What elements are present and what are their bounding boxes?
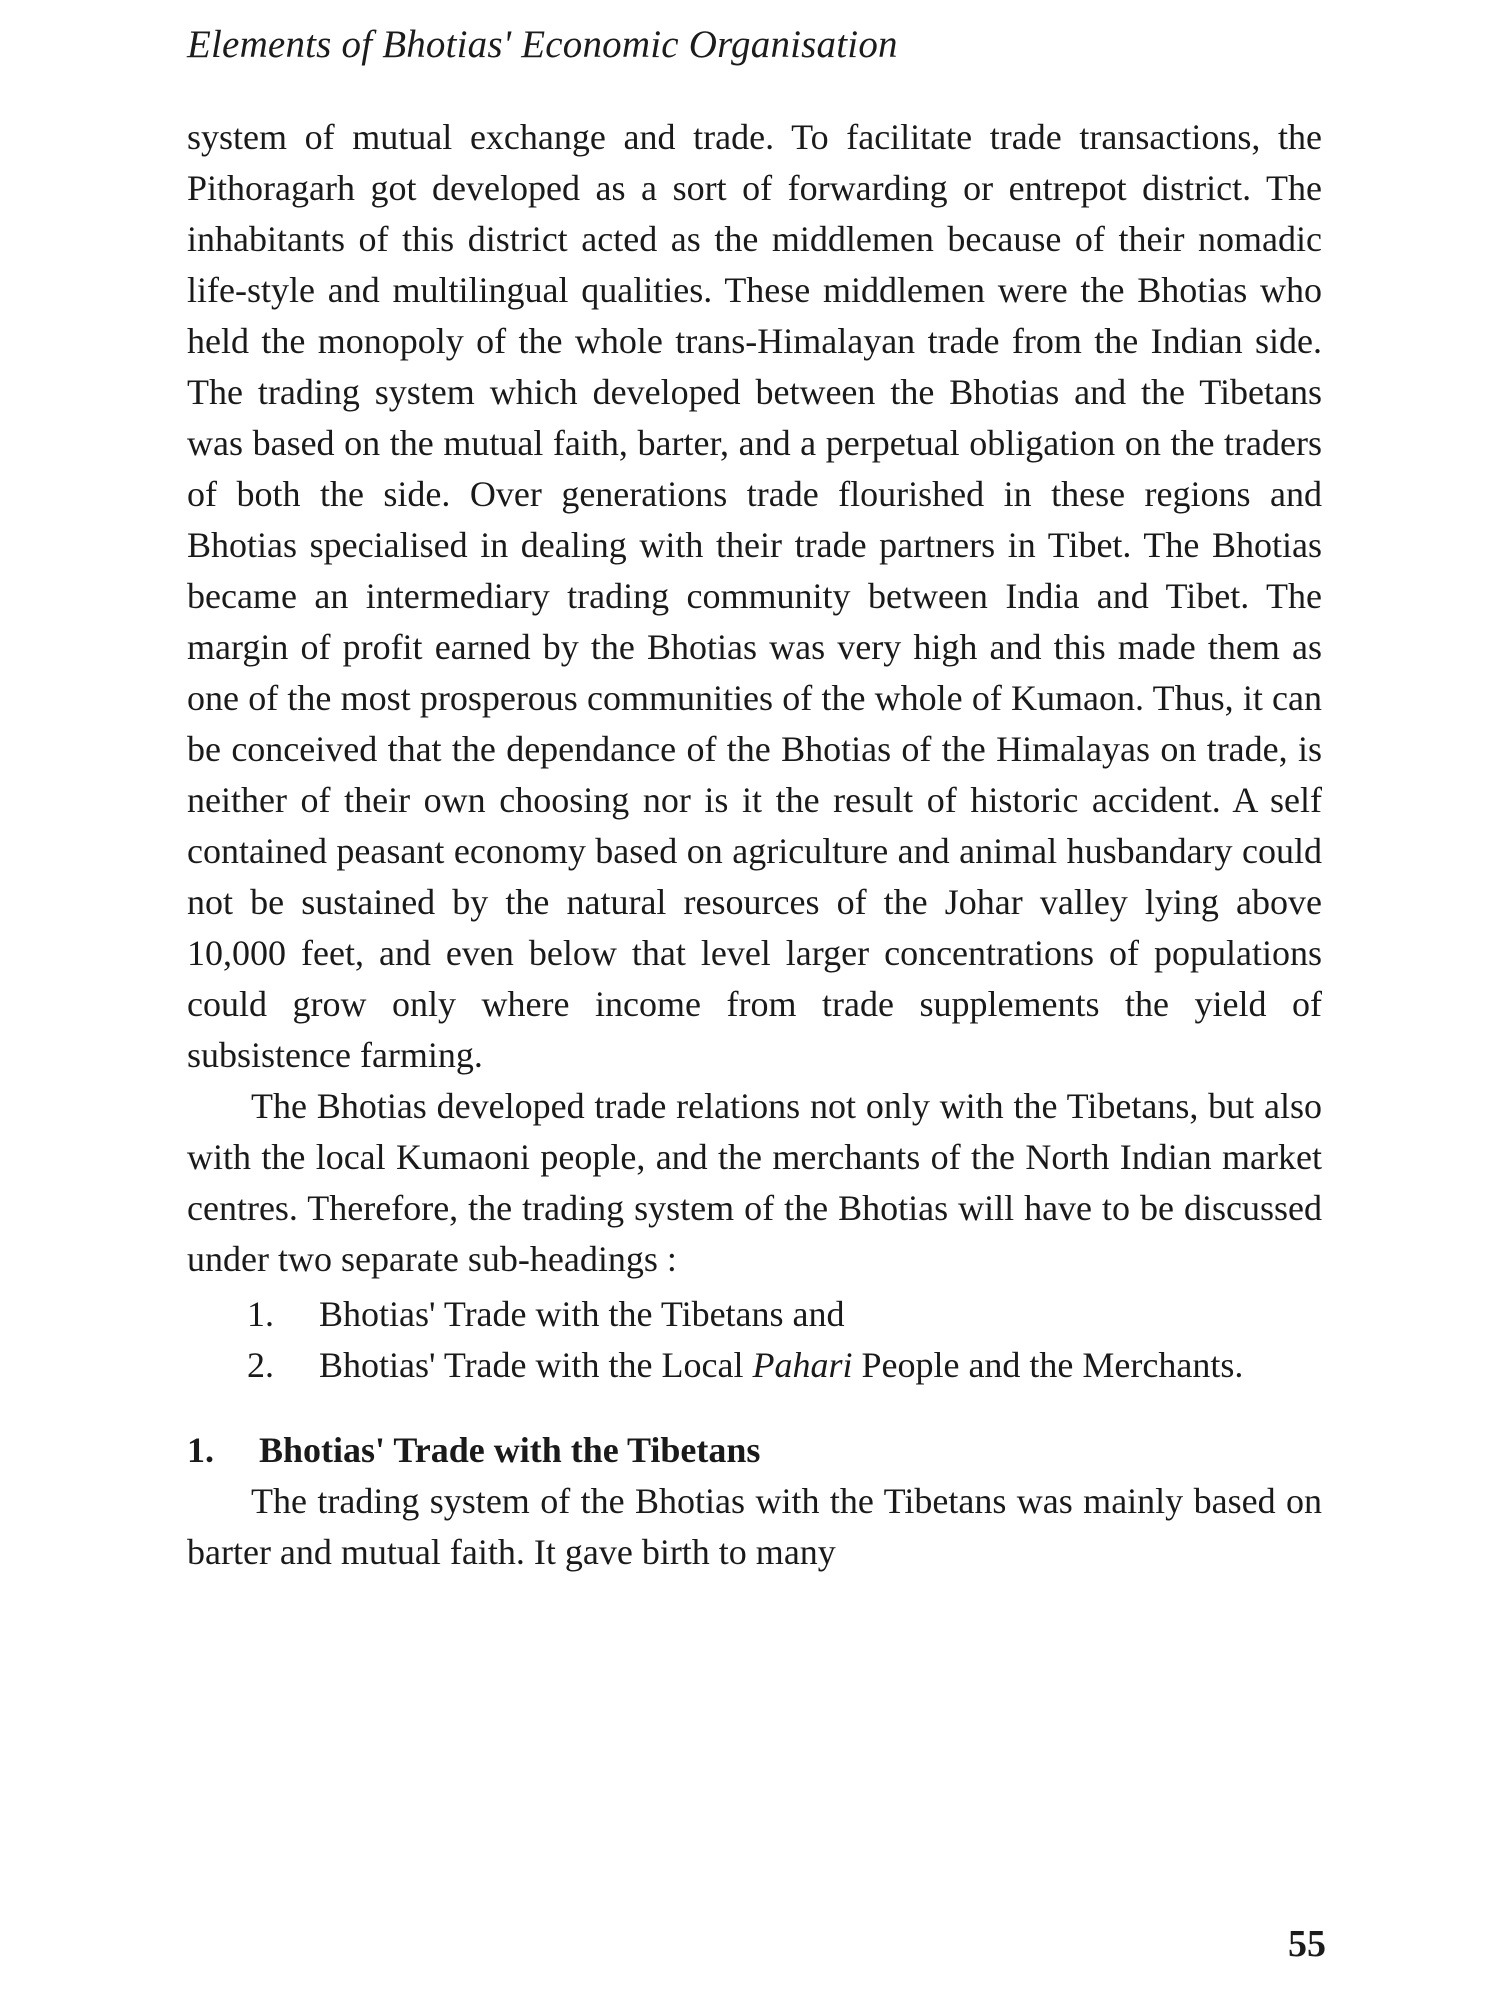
list-item-text-part: Bhotias' Trade with the Local	[319, 1345, 753, 1385]
section-heading-title: Bhotias' Trade with the Tibetans	[259, 1430, 761, 1470]
subheading-list	[187, 1289, 1322, 1391]
paragraph-trade-relations: The Bhotias developed trade relations not only with the Tibetans, but also with the local Kumaoni people, and the merchants of the North Indian market centres. Therefore, the trading system of the Bhotias will have to be discussed under two separate sub-headings :	[187, 1086, 1322, 1279]
page-body	[187, 112, 1322, 1578]
list-item-number: 1.	[247, 1294, 274, 1334]
list-item	[187, 1289, 1322, 1340]
paragraph-tibetan-trade: The trading system of the Bhotias with the Tibetans was mainly based on barter and mutual faith. It gave birth to many	[187, 1481, 1322, 1572]
list-item-italic-term: Pahari	[752, 1345, 853, 1385]
list-item-text-part: People and the Merchants.	[852, 1345, 1244, 1385]
list-item	[187, 1340, 1322, 1391]
page-number: 55	[1288, 1923, 1326, 1965]
list-item-text: Bhotias' Trade with the Tibetans and	[319, 1294, 845, 1334]
list-item-text	[319, 1340, 1322, 1391]
paragraph-intro: system of mutual exchange and trade. To facilitate trade transactions, the Pithoragarh got developed as a sort of forwarding or entrepot district. The inhabitants of this district acted as the middlemen because of their nomadic life-style and multilingual qualities. These middlemen were the Bhotias who held the monopoly of the whole trans-Himalayan trade from the Indian side. The trading system which developed between the Bhotias and the Tibetans was based on the mutual faith, barter, and a perpetual obligation on the traders of both the side. Over generations trade flourished in these regions and Bhotias specialised in dealing with their trade partners in Tibet. The Bhotias became an intermediary trading community between India and Tibet. The margin of profit earned by the Bhotias was very high and this made them as one of the most prosperous communities of the whole of Kumaon. Thus, it can be conceived that the dependance of the Bhotias of the Himalayas on trade, is neither of their own choosing nor is it the result of historic accident. A self contained peasant economy based on agriculture and animal husbandary could not be sustained by the natural resources of the Johar valley lying above 10,000 feet, and even below that level larger concentrations of populations could grow only where income from trade supplements the yield of subsistence farming.	[187, 117, 1322, 1075]
section-heading-number: 1.	[187, 1430, 214, 1470]
running-head: Elements of Bhotias' Economic Organisation	[187, 23, 898, 66]
section-heading	[187, 1425, 1322, 1476]
list-item-number: 2.	[247, 1345, 274, 1385]
